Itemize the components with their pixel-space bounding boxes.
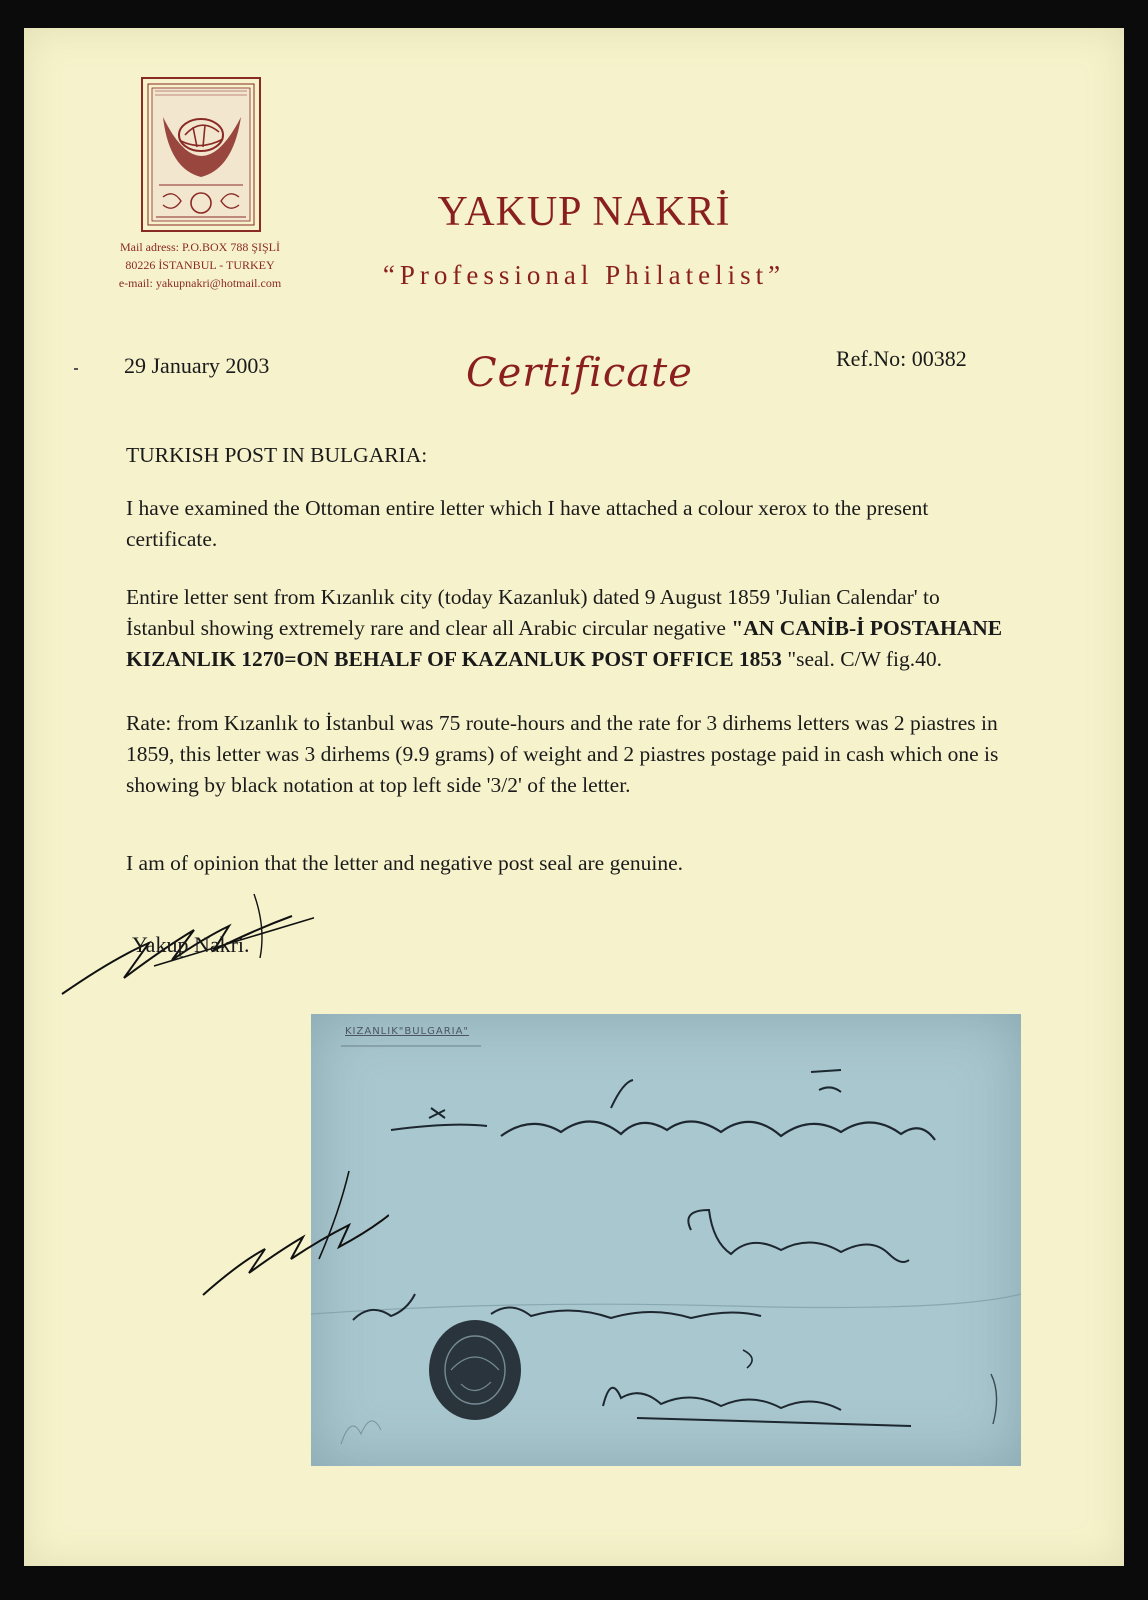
description-text-2: "seal. C/W fig.40.: [781, 647, 942, 671]
margin-mark: [74, 368, 78, 370]
rate-paragraph: Rate: from Kızanlık to İstanbul was 75 route-hours and the rate for 3 dirhems letters was 2 piastres in 1859, this letter was 3 dirhems (9.9 grams) of weight and 2 piastres postage paid in cash which one is showing by black notation at top left side '3/2' of the letter.: [126, 711, 999, 797]
brand-name: YAKUP NAKRİ: [437, 189, 731, 235]
letter-xerox-image: [311, 1014, 1021, 1466]
email-line: e-mail: yakupnakri@hotmail.com: [118, 276, 282, 290]
certificate-date: 29 January 2003: [124, 353, 270, 378]
seal-inscription: "AN CANİB-İ POSTAHANE KIZANLIK 1270=ON BEHALF OF KAZANLUK POST OFFICE 1853: [126, 616, 1003, 671]
intro-paragraph: I have examined the Ottoman entire letter which I have attached a colour xerox to the present certificate.: [126, 496, 929, 551]
certificate-sheet: [24, 28, 1124, 1566]
ottoman-stamp-logo: [141, 77, 261, 232]
description-paragraph: [126, 582, 1006, 675]
overlap-signature: [199, 1163, 389, 1298]
certificate-title: Certificate: [466, 350, 693, 396]
mail-address-line: Mail adress: P.O.BOX 788 ŞIŞLİ: [119, 240, 280, 254]
opinion-paragraph: I am of opinion that the letter and negative post seal are genuine.: [126, 851, 684, 875]
letter-handwriting: [311, 1014, 1021, 1466]
brand-tagline: “Professional Philatelist”: [382, 260, 786, 290]
signer-name: Yakup Nakri.: [132, 932, 250, 957]
description-text-1: Entire letter sent from Kızanlık city (today Kazanluk) dated 9 August 1859 'Julian Calendar' to İstanbul showing extremely rare and clear all Arabic circular negative: [126, 585, 940, 640]
city-line: 80226 İSTANBUL - TURKEY: [125, 258, 275, 272]
letter-caption: KIZANLIK"BULGARIA": [345, 1026, 470, 1037]
section-heading: TURKISH POST IN BULGARIA:: [126, 443, 428, 467]
certificate-ref-number: Ref.No: 00382: [836, 346, 967, 371]
